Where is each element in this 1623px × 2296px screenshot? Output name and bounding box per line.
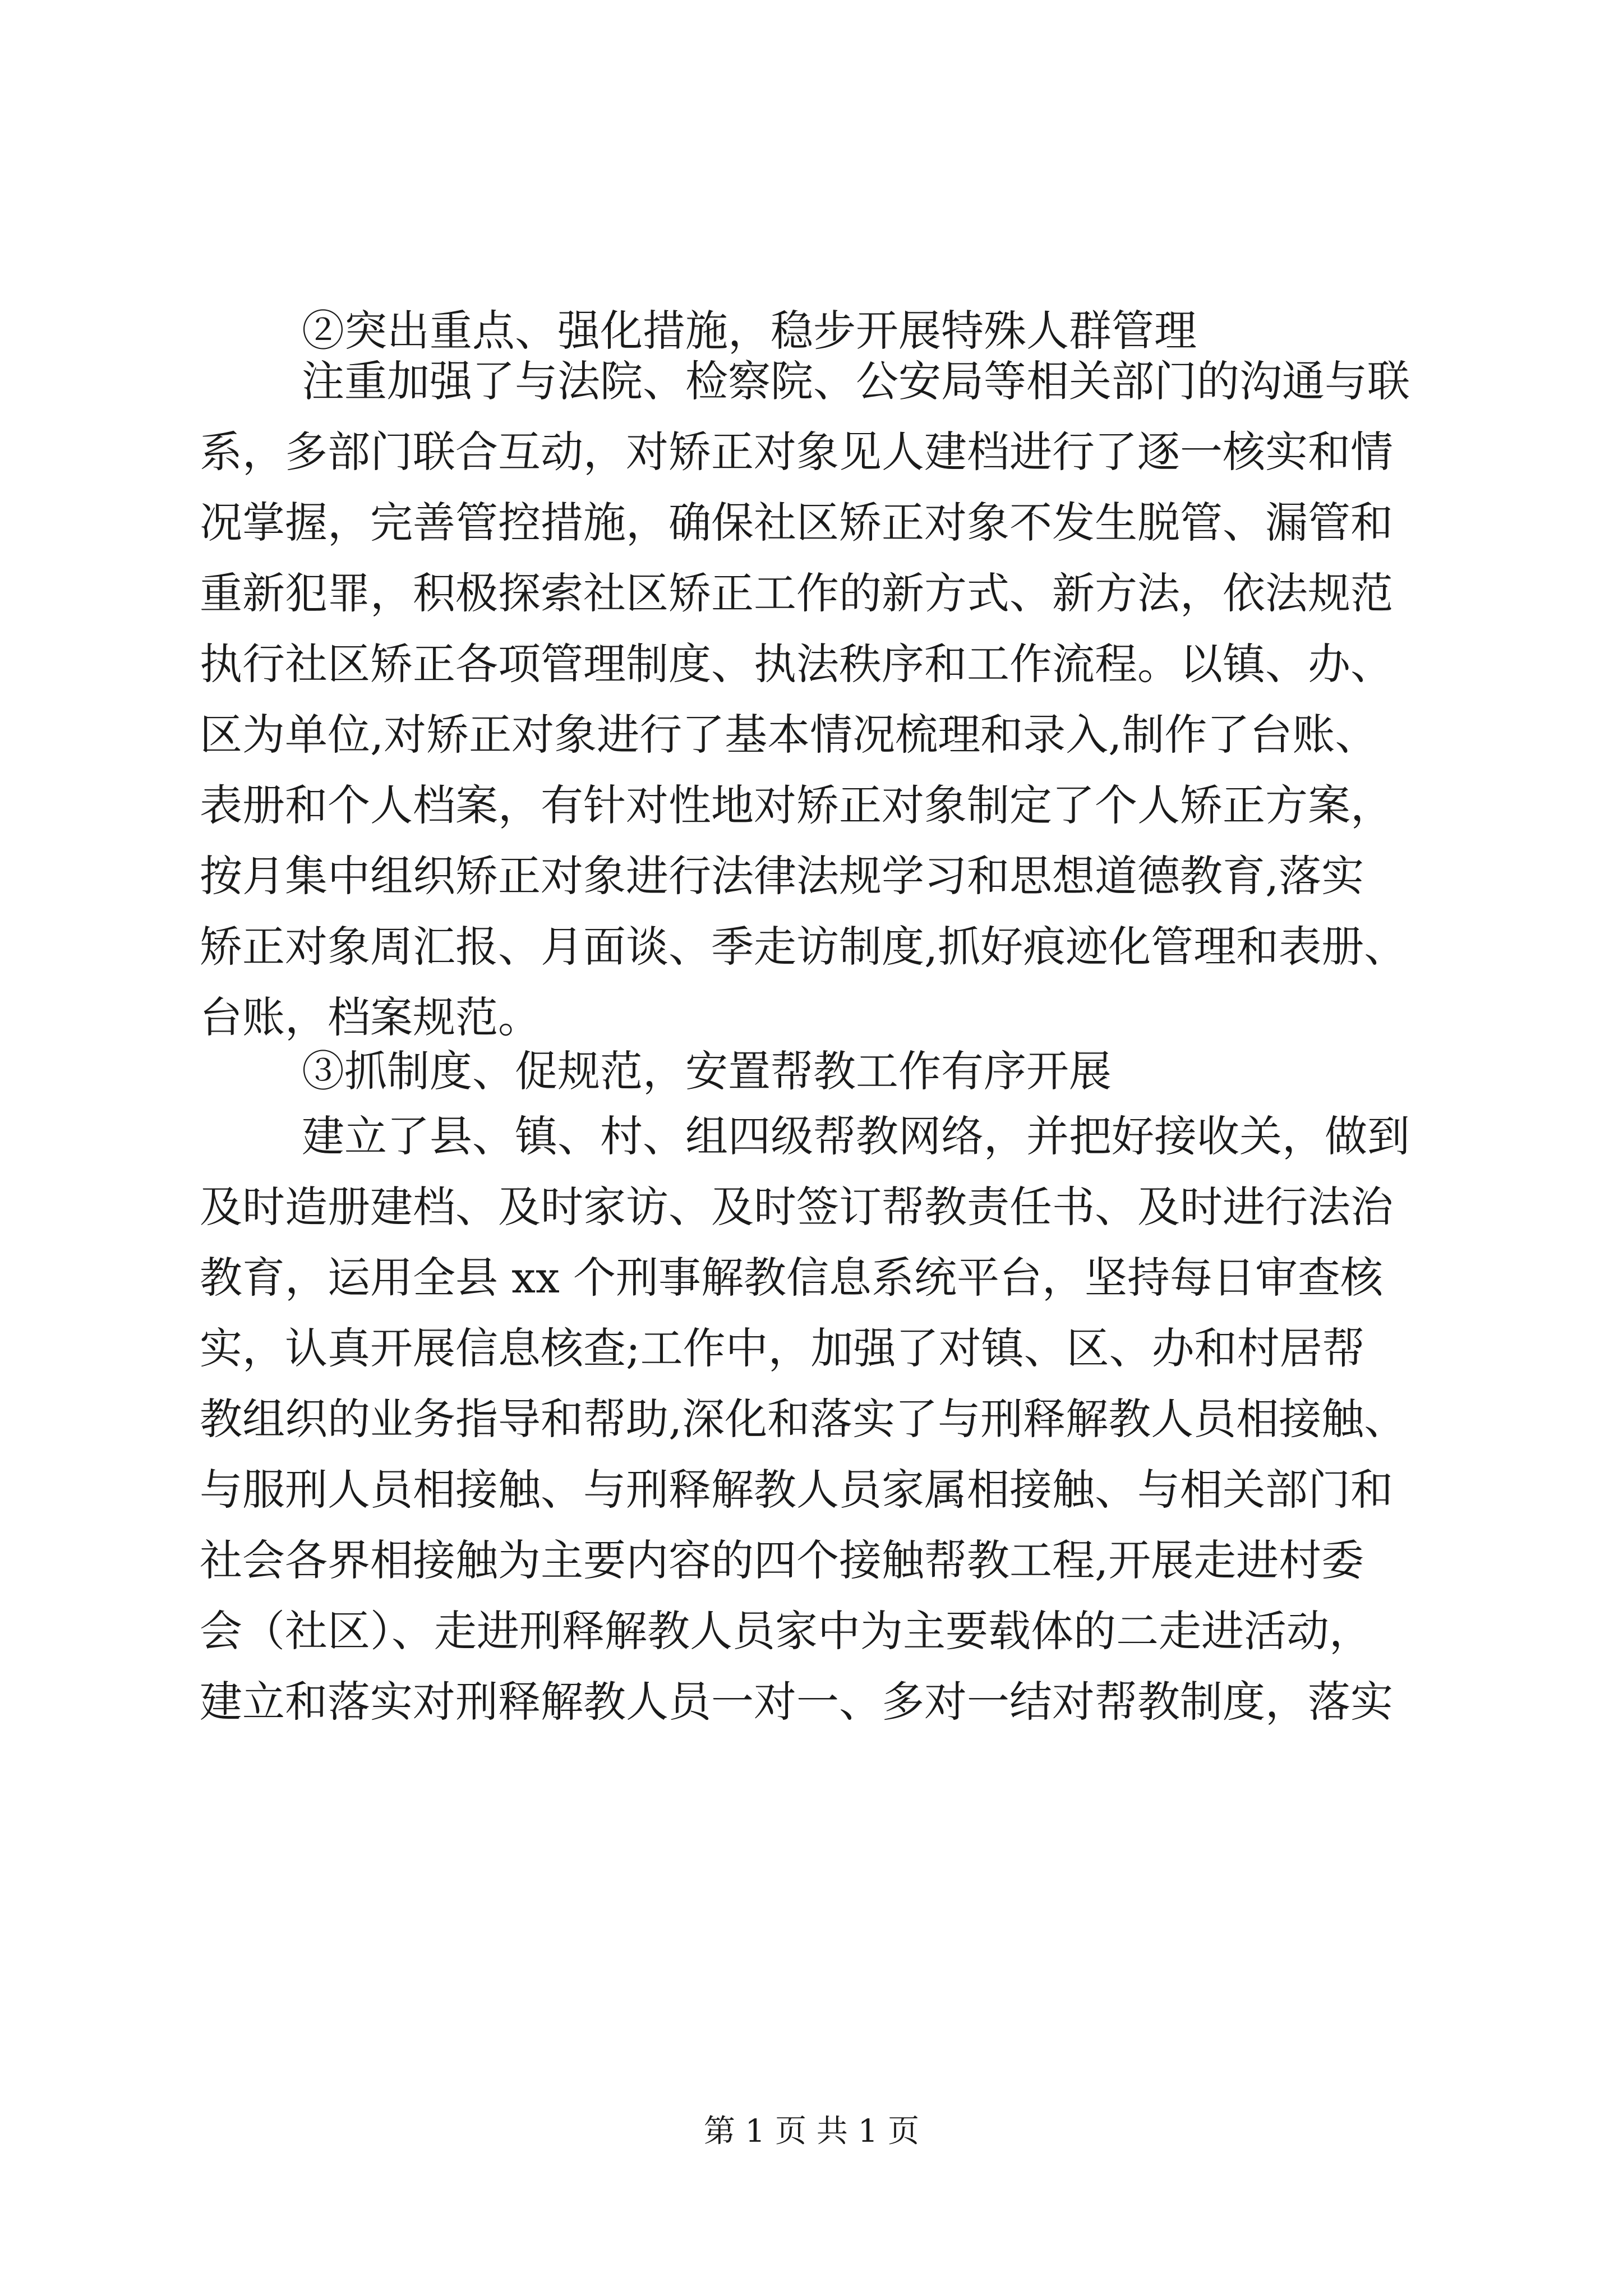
paragraph-line: 与服刑人员相接触、与刑释解教人员家属相接触、与相关部门和 (200, 1465, 1393, 1515)
paragraph-line: 重新犯罪，积极探索社区矫正工作的新方式、新方法，依法规范 (200, 568, 1393, 618)
paragraph-line: 系，多部门联合互动，对矫正对象见人建档进行了逐一核实和情 (200, 427, 1393, 477)
paragraph-line: 建立和落实对刑释解教人员一对一、多对一结对帮教制度，落实 (200, 1677, 1393, 1727)
paragraph-line: 社会各界相接触为主要内容的四个接触帮教工程,开展走进村委 (200, 1535, 1364, 1585)
paragraph-line: 实，认真开展信息核查;工作中，加强了对镇、区、办和村居帮 (200, 1323, 1365, 1373)
paragraph-line: 及时造册建档、及时家访、及时签订帮教责任书、及时进行法治 (200, 1182, 1393, 1232)
paragraph-line: 按月集中组织矫正对象进行法律法规学习和思想道德教育,落实 (200, 851, 1364, 901)
paragraph-line: 执行社区矫正各项管理制度、执法秩序和工作流程。以镇、办、 (200, 639, 1393, 689)
section-heading-3: ③抓制度、促规范，安置帮教工作有序开展 (302, 1046, 1112, 1096)
paragraph-line: 教组织的业务指导和帮助,深化和落实了与刑释解教人员相接触、 (200, 1394, 1407, 1444)
paragraph-line: 区为单位,对矫正对象进行了基本情况梳理和录入,制作了台账、 (200, 710, 1378, 760)
paragraph-line: 矫正对象周汇报、月面谈、季走访制度,抓好痕迹化管理和表册、 (200, 922, 1407, 972)
paragraph-line: 况掌握，完善管控措施，确保社区矫正对象不发生脱管、漏管和 (200, 498, 1393, 547)
paragraph-line: 台账，档案规范。 (200, 992, 541, 1042)
paragraph-line: 表册和个人档案，有针对性地对矫正对象制定了个人矫正方案， (200, 780, 1393, 830)
page-number-footer: 第 1 页 共 1 页 (703, 2113, 920, 2150)
paragraph-line: 建立了县、镇、村、组四级帮教网络，并把好接收关，做到 (302, 1111, 1410, 1161)
paragraph-line: 会（社区）、走进刑释解教人员家中为主要载体的二走进活动， (200, 1606, 1372, 1656)
paragraph-line: 教育，运用全县 xx 个刑事解教信息系统平台，坚持每日审查核 (200, 1253, 1384, 1303)
section-heading-2: ②突出重点、强化措施，稳步开展特殊人群管理 (302, 306, 1197, 356)
paragraph-line: 注重加强了与法院、检察院、公安局等相关部门的沟通与联 (302, 356, 1410, 406)
